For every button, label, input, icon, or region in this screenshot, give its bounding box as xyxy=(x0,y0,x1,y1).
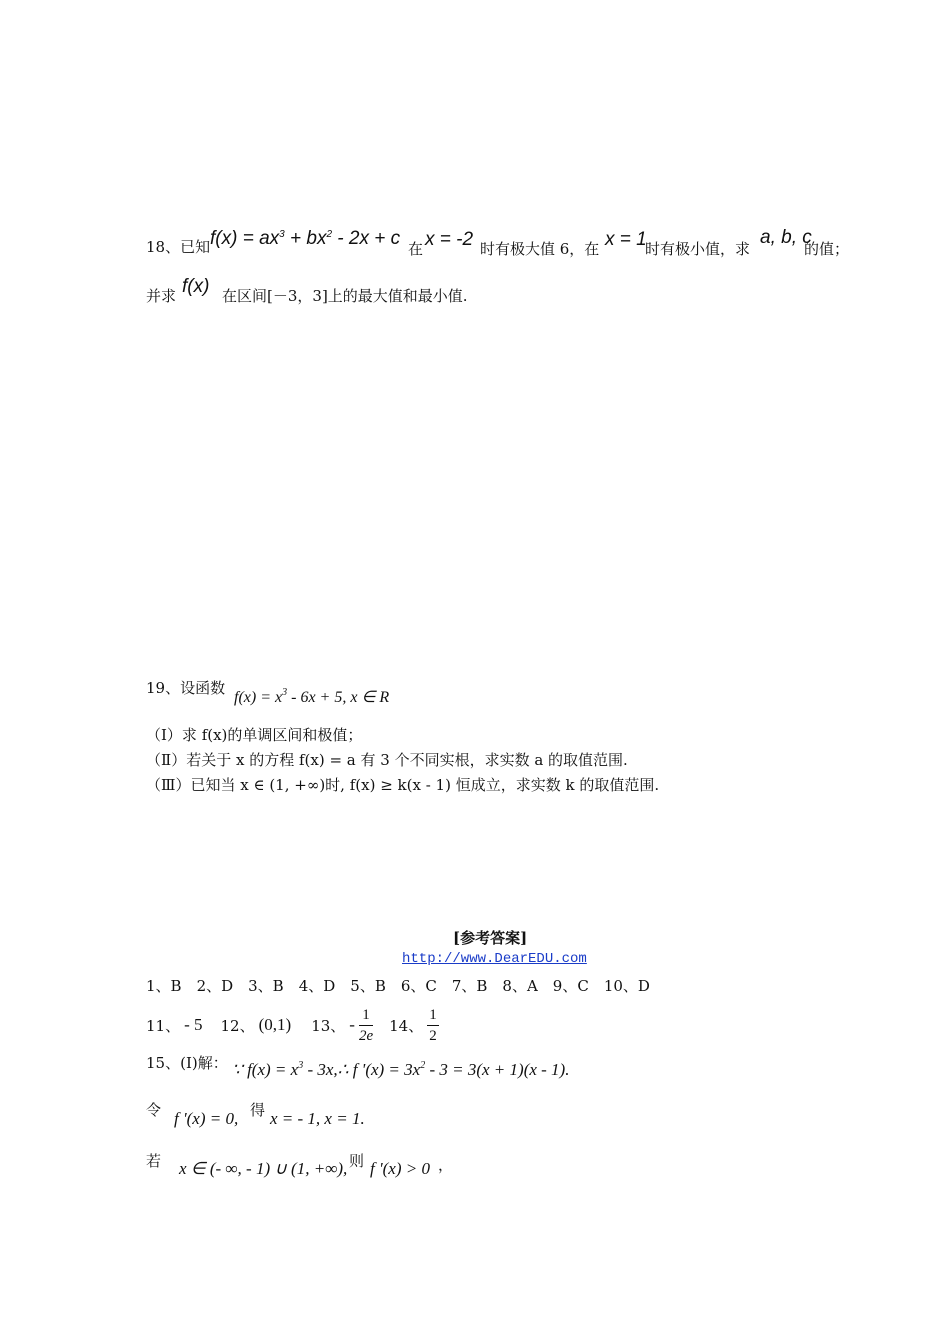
q18-text-values: 的值； xyxy=(804,240,850,258)
q18-unknowns: a, b, c xyxy=(760,227,812,248)
q18-text-at: 在 xyxy=(408,240,424,258)
q18-max-point: x = -2 xyxy=(425,229,474,250)
q18-number: 18、已知 xyxy=(146,238,211,256)
q18-interval-question: 在区间[－3，3]上的最大值和最小值. xyxy=(222,287,468,305)
q15-de: 得 xyxy=(250,1101,266,1119)
q15-derivative-zero: f '(x) = 0, xyxy=(174,1109,239,1128)
q15-derivative-equation: ∵ $f(x) = x^3$ - 3x,∴ f '$(x) = 3x^2 - 3 = 3(x + 1)(x - 1)$. xyxy=(232,1060,570,1079)
q19-part-1: （Ⅰ）求 f(x)的单调区间和极值； xyxy=(146,726,363,744)
q19-function-definition: $f(x) = x^3 - 6x + 5$, x ∈ R xyxy=(234,687,390,706)
q18-text-max: 时有极大值 6，在 xyxy=(480,240,600,258)
answer-14-fraction xyxy=(427,1005,439,1046)
answer-13-numerator: 1 xyxy=(359,1005,373,1026)
q15-interval-condition: x ∈ (- ∞, - 1) ∪ (1, +∞), xyxy=(179,1159,348,1178)
answer-11: - 5 xyxy=(184,1015,203,1034)
q15-ruo: 若 xyxy=(146,1152,162,1170)
q18-line2-prefix: 并求 xyxy=(146,287,177,305)
fill-in-answers xyxy=(146,1003,439,1047)
answer-13-sign: - xyxy=(349,1015,355,1034)
q19-part-3: （Ⅲ）已知当 x ∈ (1, +∞)时, f(x) ≥ k(x - 1) 恒成立，求实数 k 的取值范围. xyxy=(146,776,660,794)
q18-function-definition: $f(x) = ax^3 + bx^2 - 2x + c$ xyxy=(210,228,401,249)
q15-label: 15、(I)解： xyxy=(146,1054,228,1072)
q18-min-point: x = 1 xyxy=(605,229,647,250)
q15-ling: 令 xyxy=(146,1101,162,1119)
q15-comma: ， xyxy=(438,1156,454,1174)
source-link[interactable]: http://www.DearEDU.com xyxy=(402,951,587,967)
q15-positive-derivative: f '(x) > 0 xyxy=(370,1159,430,1178)
q15-critical-points: x = - 1, x = 1. xyxy=(270,1109,365,1128)
answer-13-fraction xyxy=(359,1005,373,1046)
q15-ze: 则 xyxy=(349,1152,365,1170)
answer-13-denominator: 2e xyxy=(358,1027,374,1044)
answer-14-denominator: 2 xyxy=(429,1027,437,1044)
q18-text-min: 时有极小值，求 xyxy=(645,240,751,258)
answer-13-label: 13、 xyxy=(311,1016,346,1035)
q18-fx: f(x) xyxy=(182,276,210,297)
multiple-choice-answers: 1、B 2、D 3、B 4、D 5、B 6、C 7、B 8、A 9、C 10、D xyxy=(146,977,650,995)
answers-heading: [参考答案] xyxy=(453,929,528,947)
q19-part-2: （Ⅱ）若关于 x 的方程 f(x) = a 有 3 个不同实根，求实数 a 的取值范围. xyxy=(146,751,628,769)
answer-12: (0,1) xyxy=(258,1015,292,1034)
answer-12-label: 12、 xyxy=(220,1016,255,1035)
q19-number: 19、设函数 xyxy=(146,679,226,697)
answer-14-label: 14、 xyxy=(389,1016,424,1035)
answer-11-label: 11、 xyxy=(146,1016,181,1035)
answer-14-numerator: 1 xyxy=(427,1005,439,1026)
